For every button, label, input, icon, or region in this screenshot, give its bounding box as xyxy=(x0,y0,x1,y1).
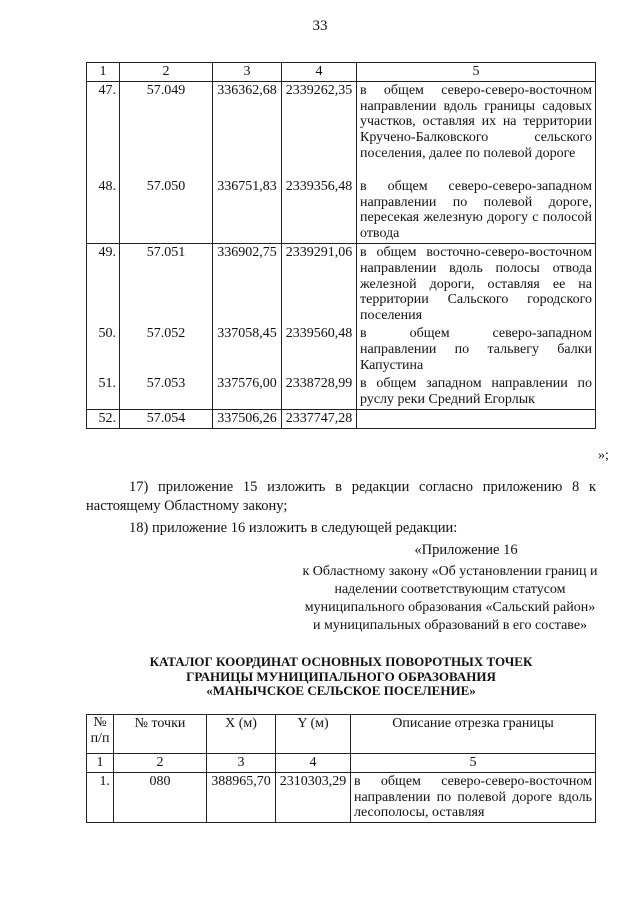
column-number-1: 1 xyxy=(87,754,114,773)
row-index: 1. xyxy=(87,772,114,822)
column-number-2: 2 xyxy=(120,63,213,82)
segment-description: в общем северо-северо-западном направлении по полевой дороге, пересекая железную дорогу с полосой отвода xyxy=(357,178,596,244)
column-title-x: X (м) xyxy=(207,715,276,754)
x-coordinate: 337506,26 xyxy=(213,409,282,428)
point-number: 080 xyxy=(114,772,207,822)
x-coordinate: 336751,83 xyxy=(213,178,282,244)
y-coordinate: 2339262,35 xyxy=(282,81,357,178)
column-number-4: 4 xyxy=(282,63,357,82)
column-title-description: Описание отрезка границы xyxy=(351,715,596,754)
y-coordinate: 2339560,48 xyxy=(282,325,357,375)
table-header-row xyxy=(87,63,596,82)
point-number: 57.053 xyxy=(120,375,213,410)
point-number: 57.052 xyxy=(120,325,213,375)
table-row xyxy=(87,772,596,822)
segment-description: в общем северо-западном направлении по тальвегу балки Капустина xyxy=(357,325,596,375)
x-coordinate: 336902,75 xyxy=(213,243,282,324)
segment-description: в общем западном направлении по руслу реки Средний Егорлык xyxy=(357,375,596,410)
column-number-2: 2 xyxy=(114,754,207,773)
appendix-reference: к Областному закону «Об установлении границ и наделении соответствующим статусом муниципального образования «Сальский район» и муниципальных образований в его составе» xyxy=(302,564,598,633)
catalog-title-line: ГРАНИЦЫ МУНИЦИПАЛЬНОГО ОБРАЗОВАНИЯ xyxy=(186,668,496,684)
point-number: 57.054 xyxy=(120,409,213,428)
column-title-index: № п/п xyxy=(87,715,114,754)
table-row xyxy=(87,325,596,375)
y-coordinate: 2337747,28 xyxy=(282,409,357,428)
x-coordinate: 337576,00 xyxy=(213,375,282,410)
table-row xyxy=(87,178,596,244)
paragraph-17: 17) приложение 15 изложить в редакции согласно приложению 8 к настоящему Областному закону; xyxy=(86,479,596,514)
catalog-title xyxy=(86,655,596,699)
y-coordinate: 2339291,06 xyxy=(282,243,357,324)
closing-quote-mark: »; xyxy=(598,448,609,463)
x-coordinate: 388965,70 xyxy=(207,772,276,822)
segment-description: в общем северо-северо-восточном направлении по полевой дороге вдоль лесополосы, оставляя xyxy=(351,772,596,822)
column-number-3: 3 xyxy=(213,63,282,82)
row-index: 47. xyxy=(87,81,120,178)
column-number-1: 1 xyxy=(87,63,120,82)
segment-description: в общем восточно-северо-восточном направлении вдоль полосы отвода железной дороги, оставляя ее на территории Сальского городского поселения xyxy=(357,243,596,324)
row-index: 50. xyxy=(87,325,120,375)
column-title-y: Y (м) xyxy=(276,715,351,754)
column-number-5: 5 xyxy=(351,754,596,773)
point-number: 57.050 xyxy=(120,178,213,244)
column-number-5: 5 xyxy=(357,63,596,82)
column-number-3: 3 xyxy=(207,754,276,773)
y-coordinate: 2339356,48 xyxy=(282,178,357,244)
table-header-row xyxy=(87,754,596,773)
table-row xyxy=(87,243,596,324)
point-number: 57.049 xyxy=(120,81,213,178)
segment-description: в общем северо-северо-восточном направлении вдоль границы садовых участков, оставляя их на территории Кручено-Балковского сельского поселения, далее по полевой дороге xyxy=(357,81,596,178)
x-coordinate: 337058,45 xyxy=(213,325,282,375)
point-number: 57.051 xyxy=(120,243,213,324)
column-number-4: 4 xyxy=(276,754,351,773)
coordinates-table-continued xyxy=(86,62,596,429)
row-index: 51. xyxy=(87,375,120,410)
row-index: 48. xyxy=(87,178,120,244)
catalog-title-line: «МАНЫЧСКОЕ СЕЛЬСКОЕ ПОСЕЛЕНИЕ» xyxy=(206,683,476,698)
row-index: 49. xyxy=(87,243,120,324)
segment-description xyxy=(357,409,596,428)
table-row xyxy=(87,375,596,410)
y-coordinate: 2310303,29 xyxy=(276,772,351,822)
appendix-title: «Приложение 16 xyxy=(414,542,518,558)
y-coordinate: 2338728,99 xyxy=(282,375,357,410)
catalog-title-line: КАТАЛОГ КООРДИНАТ ОСНОВНЫХ ПОВОРОТНЫХ ТОЧЕК xyxy=(149,654,533,669)
row-index: 52. xyxy=(87,409,120,428)
table-row xyxy=(87,409,596,428)
page-number: 33 xyxy=(312,18,328,34)
table-row xyxy=(87,81,596,178)
paragraph-18: 18) приложение 16 изложить в следующей редакции: xyxy=(129,520,458,536)
column-title-point: № точки xyxy=(114,715,207,754)
coordinates-table-new xyxy=(86,714,596,823)
table-title-row xyxy=(87,715,596,754)
x-coordinate: 336362,68 xyxy=(213,81,282,178)
